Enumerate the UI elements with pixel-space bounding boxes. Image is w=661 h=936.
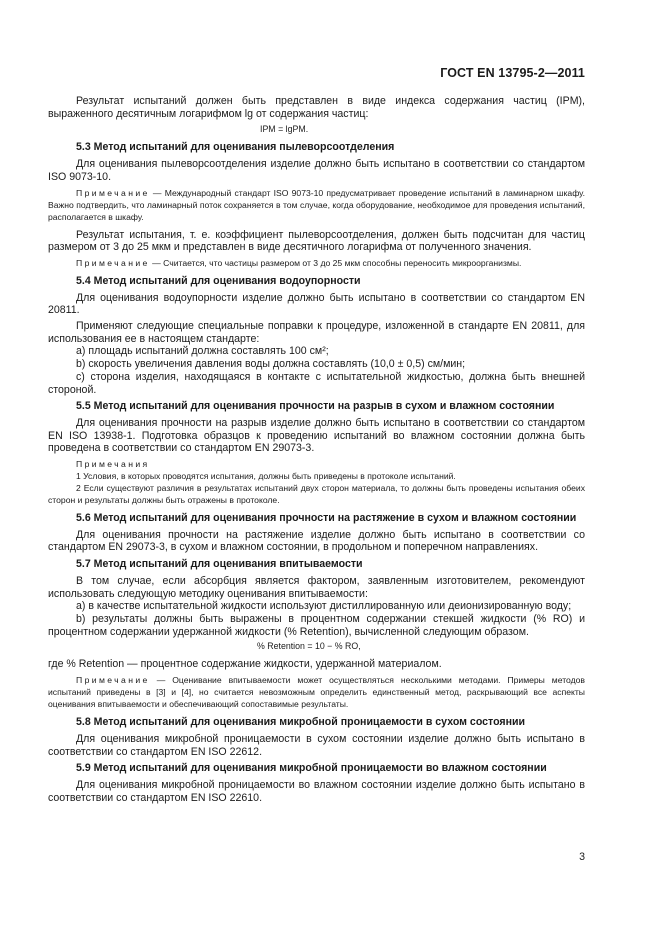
note-text: — Оценивание впитываемости может осуществляться несколькими методами. Примеры методов испытаний приведены в [3] и [4], но считается невозможным определить единственный метод, раскрывающий все аспекты оценивания впитываемости и обеспечивающий сопоставимые результаты. [48, 675, 585, 710]
note-text: — Считается, что частицы размером от 3 до 25 мкм способны переносить микроорганизмы. [149, 257, 522, 268]
section-5-4-paragraph-1: Для оценивания водоупорности изделие должно быть испытано в соответствии со стандартом EN 20811. [48, 291, 585, 317]
notes-label: Примечания [76, 459, 150, 470]
section-5-5-paragraph-1: Для оценивания прочности на разрыв изделие должно быть испытано в соответствии со стандартом EN ISO 13938-1. Подготовка образцов к проведению испытаний во влажном состоянии должна быть проведена в соответствии со стандартом EN 29073-3. [48, 416, 585, 455]
retention-formula: % Retention = 10 − % RO, [257, 641, 361, 652]
section-5-5-notes [48, 458, 585, 506]
section-5-5-note-2: 2 Если существуют различия в результатах испытаний двух сторон материала, то должны быть проведены испытания обеих сторон и результаты должны быть отражены в протоколе. [48, 483, 585, 506]
section-5-9-heading: 5.9 Метод испытаний для оценивания микробной проницаемости во влажном состоянии [76, 762, 547, 775]
document-header: ГОСТ EN 13795-2—2011 [440, 66, 585, 80]
section-5-3-paragraph-2: Результат испытания, т. е. коэффициент пылеворсоотделения, должен быть подсчитан для частиц размером от 3 до 25 мкм и представлен в виде десятичного логарифма от полученного значения. [48, 228, 585, 254]
section-5-4-item-a: a) площадь испытаний должна составлять 100 см²; [76, 345, 329, 358]
section-5-8-heading: 5.8 Метод испытаний для оценивания микробной проницаемости в сухом состоянии [76, 716, 526, 729]
section-5-6-paragraph-1: Для оценивания прочности на растяжение изделие должно быть испытано в соответствии со стандартом EN 29073-3, в сухом и влажном состоянии, в продольном и поперечном направлениях. [48, 528, 585, 554]
section-5-6-heading: 5.6 Метод испытаний для оценивания прочности на растяжение в сухом и влажном состоянии [76, 512, 577, 525]
section-5-4-paragraph-2: Применяют следующие специальные поправки к процедуре, изложенной в стандарте EN 20811, для использования ее в настоящем стандарте: [48, 320, 585, 345]
note-label: Примечание [76, 257, 150, 268]
section-5-3-note-2 [48, 257, 585, 269]
section-5-3-note-1 [48, 187, 585, 223]
section-5-5-note-1: 1 Условия, в которых проводятся испытания, должны быть приведены в протоколе испытаний. [76, 471, 456, 482]
note-text: — Международный стандарт ISO 9073-10 предусматривает проведение испытаний в ламинарном шкафу. Важно подтвердить, что ламинарный поток сохраняется в том случае, когда оборудование, необходимое для проведения испытаний, располагается в шкафу. [48, 187, 585, 222]
page-number: 3 [579, 851, 585, 863]
section-5-9-paragraph-1: Для оценивания микробной проницаемости во влажном состоянии изделие должно быть испытано в соответствии со стандартом EN ISO 22610. [48, 778, 585, 804]
note-label: Примечание [76, 187, 150, 198]
section-5-5-heading: 5.5 Метод испытаний для оценивания прочности на разрыв в сухом и влажном состоянии [76, 400, 555, 413]
section-5-7-heading: 5.7 Метод испытаний для оценивания впитываемости [76, 558, 363, 571]
section-5-4-item-c: c) сторона изделия, находящаяся в контакте с испытательной жидкостью, должна быть внешней стороной. [48, 370, 585, 396]
section-5-7-paragraph-1: В том случае, если абсорбция является фактором, заявленным изготовителем, рекомендуют использовать следующую методику оценивания впитываемости: [48, 574, 585, 600]
ipm-formula: IPM = lgPM. [260, 124, 309, 135]
section-5-7-where: где % Retention — процентное содержание жидкости, удержанной материалом. [48, 658, 442, 671]
section-5-7-note [48, 674, 585, 710]
intro-paragraph: Результат испытаний должен быть представлен в виде индекса содержания частиц (IPM), выраженного десятичным логарифмом lg от содержания частиц: [48, 95, 585, 120]
section-5-3-paragraph-1: Для оценивания пылеворсоотделения изделие должно быть испытано в соответствии со стандартом ISO 9073-10. [48, 158, 585, 183]
section-5-3-heading: 5.3 Метод испытаний для оценивания пылеворсоотделения [76, 141, 395, 154]
note-label: Примечание [76, 675, 150, 686]
section-5-4-item-b: b) скорость увеличения давления воды должна составлять (10,0 ± 0,5) см/мин; [76, 358, 466, 371]
section-5-7-item-a: a) в качестве испытательной жидкости используют дистиллированную или деионизированную воду; [76, 600, 572, 613]
section-5-8-paragraph-1: Для оценивания микробной проницаемости в сухом состоянии изделие должно быть испытано в соответствии со стандартом EN ISO 22612. [48, 732, 585, 758]
document-body [48, 95, 585, 807]
section-5-7-item-b: b) результаты должны быть выражены в процентном содержании стекшей жидкости (% RO) и процентном содержании удержанной жидкости (% Retention), вычисленной следующим образом. [48, 612, 585, 638]
section-5-4-heading: 5.4 Метод испытаний для оценивания водоупорности [76, 274, 361, 287]
